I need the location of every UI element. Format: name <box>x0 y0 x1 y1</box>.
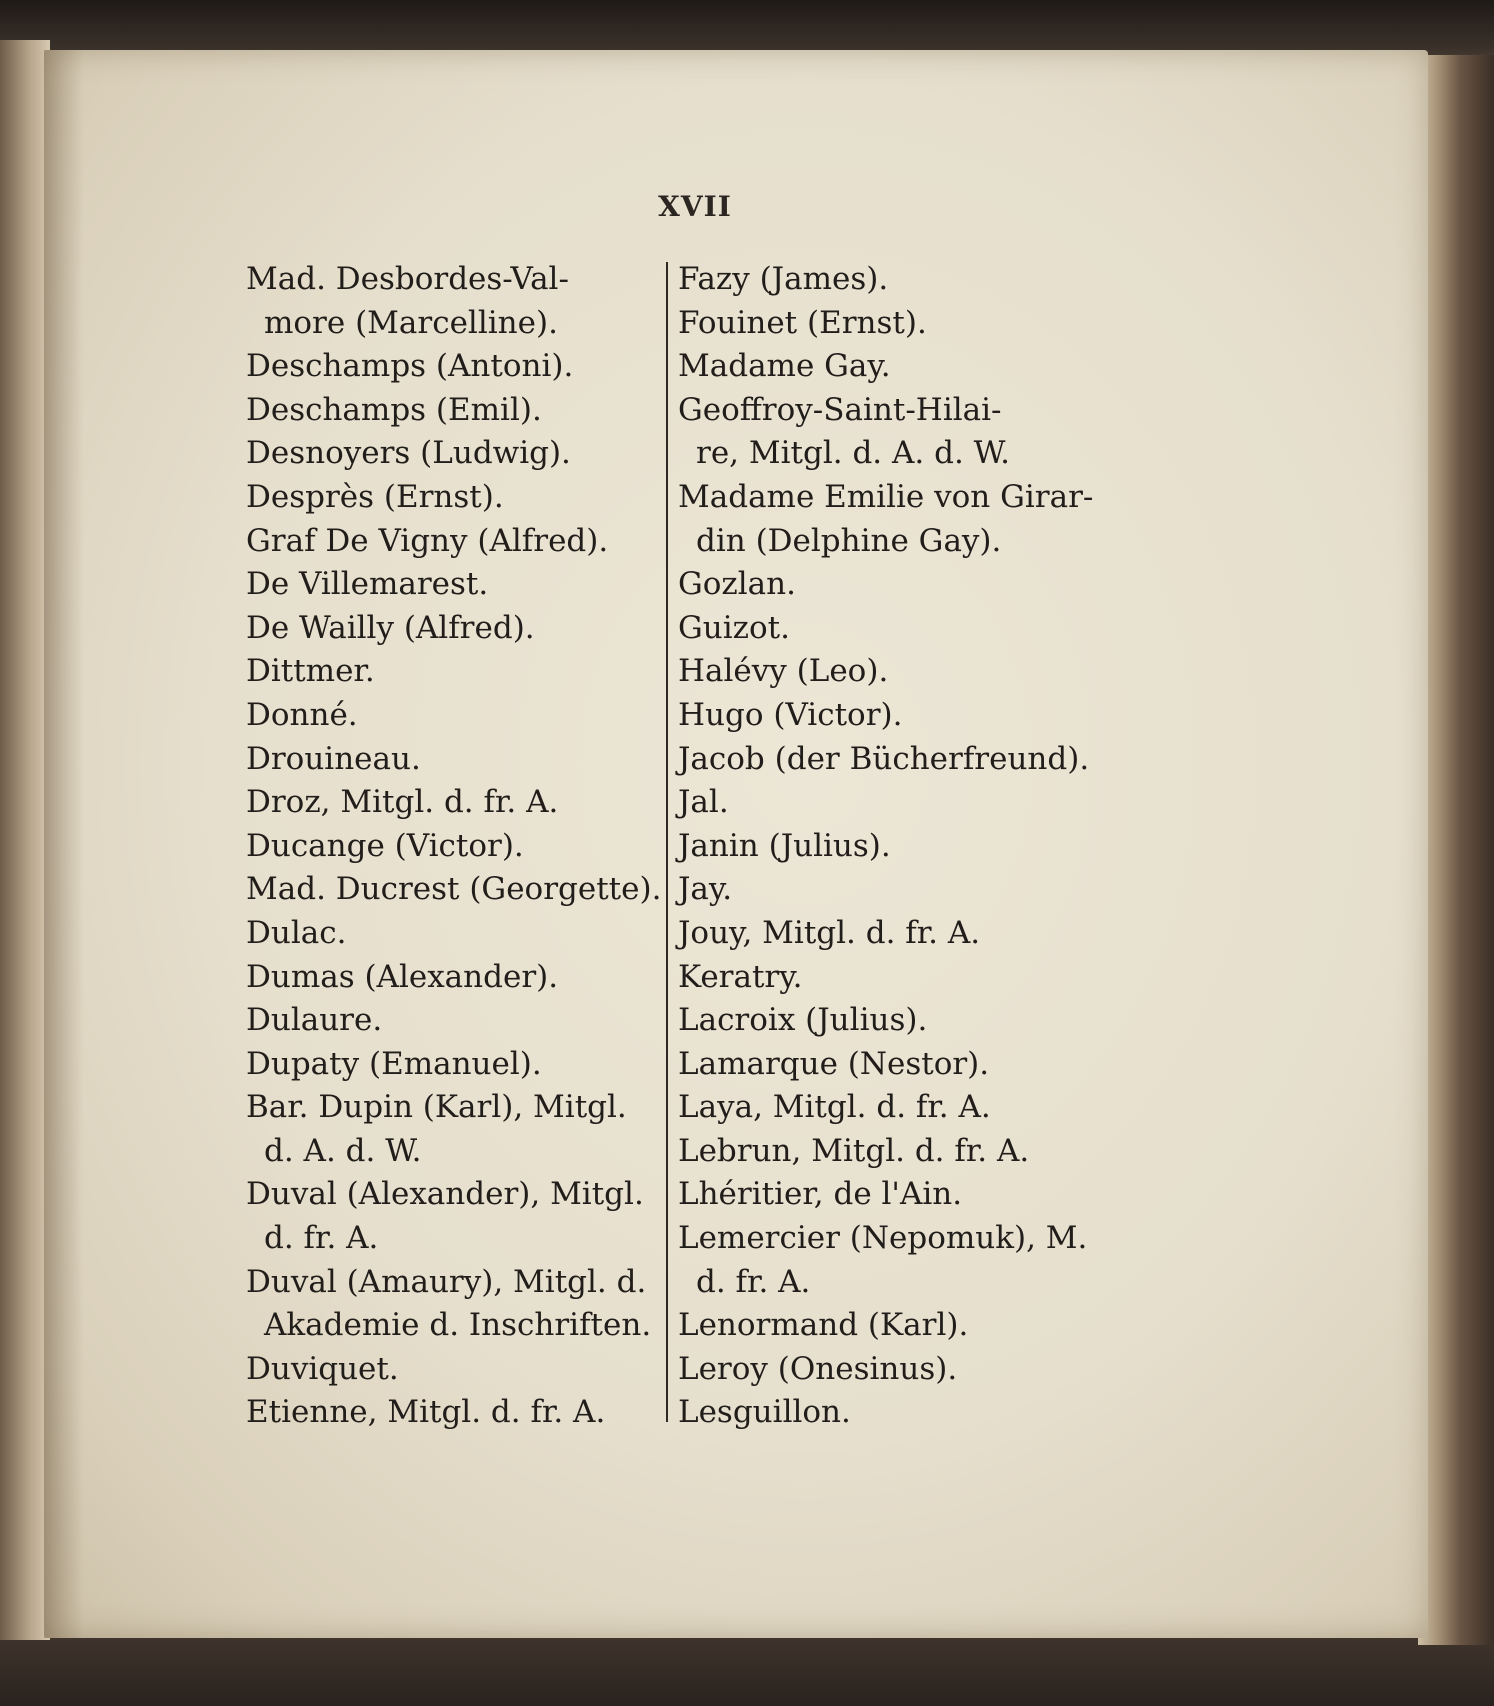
index-entry: De Wailly (Alfred). <box>246 609 535 646</box>
index-entry: Desnoyers (Ludwig). <box>246 435 571 472</box>
index-entry: Bar. Dupin (Karl), Mitgl. <box>246 1089 627 1126</box>
index-entry: Droz, Mitgl. d. fr. A. <box>246 784 559 821</box>
index-entry: Janin (Julius). <box>678 827 891 864</box>
index-entry: Graf De Vigny (Alfred). <box>246 522 609 559</box>
index-entry: Fazy (James). <box>678 261 889 297</box>
index-entry: Donné. <box>246 696 358 733</box>
index-entry: Fouinet (Ernst). <box>678 304 927 341</box>
column-divider <box>666 262 668 1422</box>
index-entry: Lemercier (Nepomuk), M. <box>678 1220 1088 1257</box>
index-entry: Jacob (der Bücherfreund). <box>678 740 1090 777</box>
index-entry: Gozlan. <box>678 566 796 603</box>
index-entry: Jouy, Mitgl. d. fr. A. <box>678 914 981 951</box>
index-entry: Laya, Mitgl. d. fr. A. <box>678 1089 991 1126</box>
index-entry: d. A. d. W. <box>264 1132 422 1169</box>
index-entry: d. fr. A. <box>264 1220 379 1257</box>
index-entry: Deschamps (Emil). <box>246 391 542 428</box>
index-entry: Geoffroy-Saint-Hilai- <box>678 391 1002 428</box>
right-column <box>678 258 1118 1435</box>
index-entry: Madame Emilie von Girar- <box>678 478 1094 515</box>
index-entry: Lamarque (Nestor). <box>678 1045 990 1082</box>
gutter-shadow <box>44 50 84 1638</box>
index-entry: Halévy (Leo). <box>678 653 889 690</box>
index-entry: Jal. <box>678 784 729 821</box>
index-entry: Lhéritier, de l'Ain. <box>678 1176 963 1213</box>
book-spine-edge <box>0 40 50 1640</box>
index-entry: Hugo (Victor). <box>678 696 903 733</box>
index-entry: Duval (Alexander), Mitgl. <box>246 1176 644 1213</box>
left-column <box>246 258 662 1435</box>
index-entry: d. fr. A. <box>696 1263 811 1300</box>
index-entry: Etienne, Mitgl. d. fr. A. <box>246 1394 606 1431</box>
index-entry: Madame Gay. <box>678 348 891 385</box>
index-entry: Akademie d. Inschriften. <box>264 1307 652 1344</box>
index-entry: Lacroix (Julius). <box>678 1002 928 1039</box>
index-entry: Deschamps (Antoni). <box>246 348 574 385</box>
page-number: XVII <box>658 190 732 223</box>
index-entry: Lesguillon. <box>678 1394 851 1431</box>
index-entry: Mad. Desbordes-Val- <box>246 261 569 297</box>
index-entry: Dulac. <box>246 914 347 951</box>
index-entry: Dittmer. <box>246 653 375 690</box>
index-entry: Duval (Amaury), Mitgl. d. <box>246 1263 647 1300</box>
index-entry: Dumas (Alexander). <box>246 958 559 995</box>
index-entry: Keratry. <box>678 958 803 995</box>
index-entry: De Villemarest. <box>246 566 489 603</box>
index-entry: Dulaure. <box>246 1002 383 1039</box>
index-entry: re, Mitgl. d. A. d. W. <box>696 435 1010 472</box>
index-entry: Duviquet. <box>246 1350 399 1387</box>
index-entry: Leroy (Onesinus). <box>678 1350 958 1387</box>
page-stack-edge <box>1418 55 1494 1645</box>
index-entry: din (Delphine Gay). <box>696 522 1002 559</box>
index-entry: Desprès (Ernst). <box>246 478 504 515</box>
index-entry: Mad. Ducrest (Georgette). <box>246 871 662 908</box>
index-entry: Guizot. <box>678 609 790 646</box>
index-entry: Dupaty (Emanuel). <box>246 1045 542 1082</box>
index-entry: Lebrun, Mitgl. d. fr. A. <box>678 1132 1030 1169</box>
index-entry: more (Marcelline). <box>264 304 558 341</box>
index-entry: Drouineau. <box>246 740 421 777</box>
index-entry: Lenormand (Karl). <box>678 1307 969 1344</box>
index-entry: Jay. <box>678 871 733 908</box>
index-entry: Ducange (Victor). <box>246 827 524 864</box>
